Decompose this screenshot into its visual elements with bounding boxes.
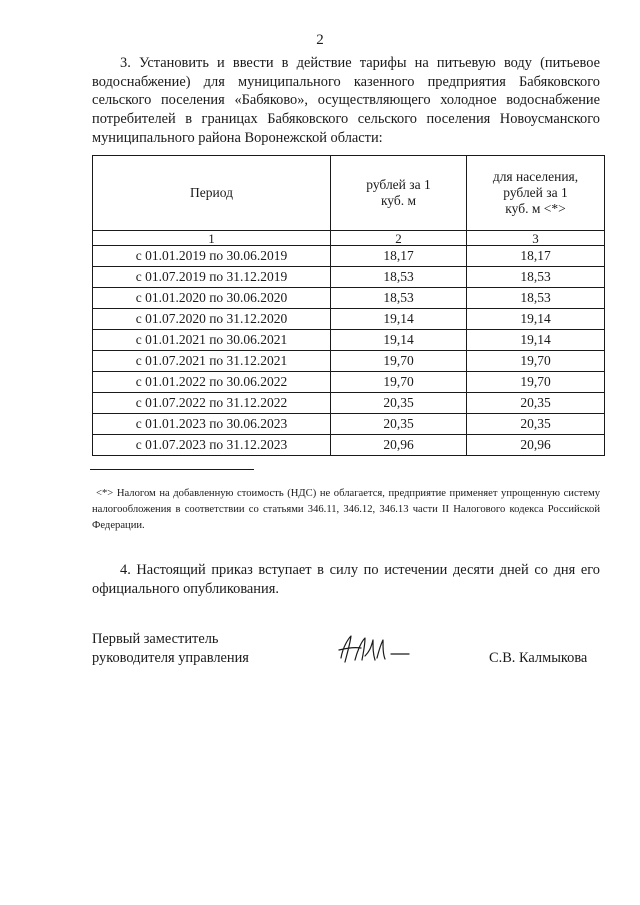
rub-cell: 18,17 — [331, 246, 467, 267]
population-cell: 20,35 — [467, 393, 605, 414]
period-cell: с 01.01.2021 по 30.06.2021 — [93, 330, 331, 351]
table-row — [93, 351, 605, 372]
population-cell: 20,35 — [467, 414, 605, 435]
table-row — [93, 435, 605, 456]
population-cell: 20,96 — [467, 435, 605, 456]
table-row — [93, 309, 605, 330]
paragraph-3-text: 3. Установить и ввести в действие тарифы на питьевую воду (питьевое водоснабжение) для муниципального казенного предприятия Бабяковского сельского поселения «Бабяково», осуществляющего холодное водоснабжение потребителей в границах Бабяковского сельского поселения Новоусманского муниципального района Воронежской области: — [92, 55, 600, 146]
footnote-text: <*> Налогом на добавленную стоимость (НДС) не облагается, предприятие применяет упрощенную систему налогообложения в соответствии со статьями 346.11, 346.12, 346.13 части II Налогового кодекса Российской Федерации. — [92, 488, 600, 531]
handwritten-signature — [335, 632, 415, 666]
rub-cell: 19,14 — [331, 330, 467, 351]
rub-cell: 20,96 — [331, 435, 467, 456]
signatory-name: С.В. Калмыкова — [489, 650, 588, 666]
signatory-title-line-2: руководителя управления — [92, 650, 249, 666]
page-number: 2 — [316, 32, 324, 48]
period-cell: с 01.07.2022 по 31.12.2022 — [93, 393, 331, 414]
header-rub-per-m3: рублей за 1 куб. м — [331, 156, 467, 231]
header-period: Период — [93, 156, 331, 231]
population-cell: 18,53 — [467, 288, 605, 309]
rub-cell: 18,53 — [331, 288, 467, 309]
table-row — [93, 288, 605, 309]
column-number: 1 — [93, 231, 331, 246]
period-cell: с 01.01.2019 по 30.06.2019 — [93, 246, 331, 267]
rub-cell: 20,35 — [331, 393, 467, 414]
population-cell: 18,17 — [467, 246, 605, 267]
table-header-row — [93, 156, 605, 231]
table-row — [93, 372, 605, 393]
paragraph-4 — [92, 561, 600, 598]
table-column-numbers — [93, 231, 605, 246]
rub-cell: 18,53 — [331, 267, 467, 288]
period-cell: с 01.07.2019 по 31.12.2019 — [93, 267, 331, 288]
table-row — [93, 267, 605, 288]
period-cell: с 01.07.2023 по 31.12.2023 — [93, 435, 331, 456]
period-cell: с 01.07.2020 по 31.12.2020 — [93, 309, 331, 330]
table-row — [93, 246, 605, 267]
signatory-title-line-1: Первый заместитель — [92, 631, 219, 647]
period-cell: с 01.07.2021 по 31.12.2021 — [93, 351, 331, 372]
rub-cell: 19,14 — [331, 309, 467, 330]
header-population: для населения, рублей за 1 куб. м <*> — [467, 156, 605, 231]
column-number: 2 — [331, 231, 467, 246]
footnote-separator — [90, 469, 254, 470]
signatory-title — [92, 630, 249, 668]
period-cell: с 01.01.2020 по 30.06.2020 — [93, 288, 331, 309]
table-row — [93, 393, 605, 414]
footnote — [92, 486, 600, 534]
rub-cell: 20,35 — [331, 414, 467, 435]
table-row — [93, 330, 605, 351]
population-cell: 19,70 — [467, 372, 605, 393]
period-cell: с 01.01.2023 по 30.06.2023 — [93, 414, 331, 435]
population-cell: 18,53 — [467, 267, 605, 288]
rub-cell: 19,70 — [331, 351, 467, 372]
table-row — [93, 414, 605, 435]
rub-cell: 19,70 — [331, 372, 467, 393]
period-cell: с 01.01.2022 по 30.06.2022 — [93, 372, 331, 393]
tariff-table — [92, 155, 605, 456]
paragraph-4-text: 4. Настоящий приказ вступает в силу по истечении десяти дней со дня его официального опубликования. — [92, 562, 600, 597]
population-cell: 19,70 — [467, 351, 605, 372]
column-number: 3 — [467, 231, 605, 246]
paragraph-3 — [92, 54, 600, 148]
population-cell: 19,14 — [467, 309, 605, 330]
population-cell: 19,14 — [467, 330, 605, 351]
